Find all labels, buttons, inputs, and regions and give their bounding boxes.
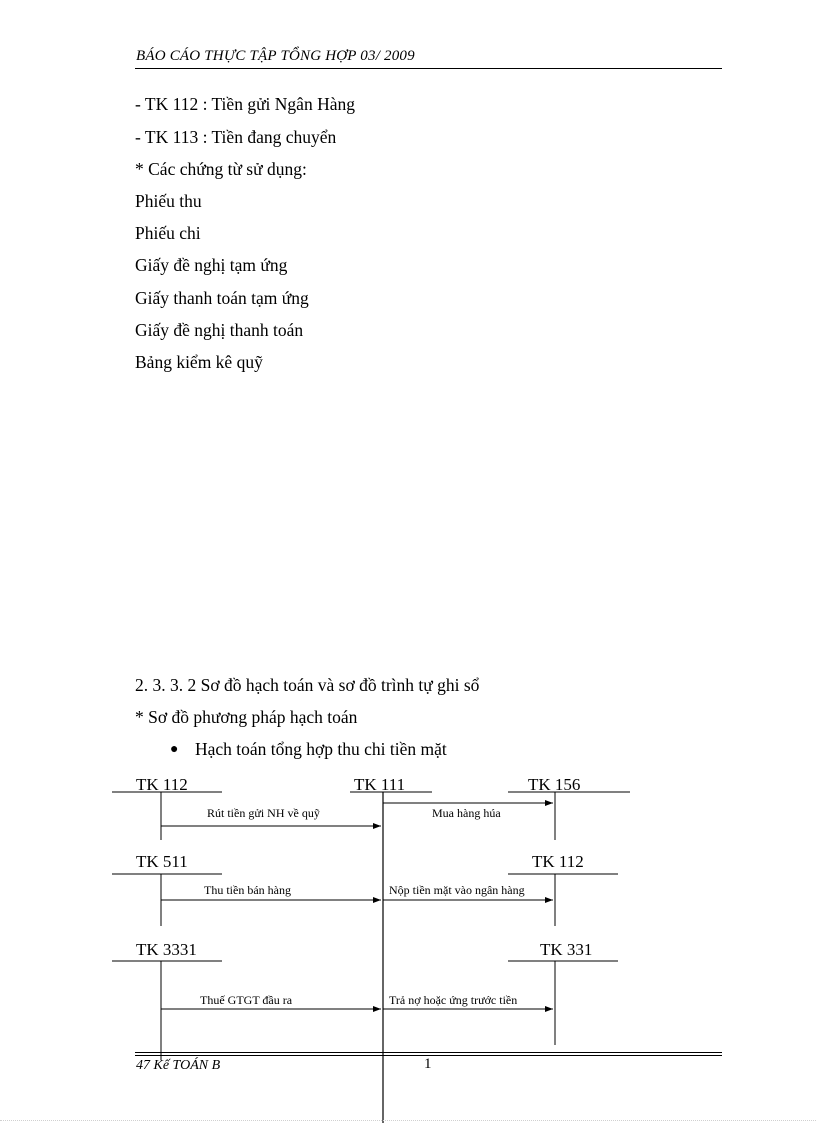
page-number: 1: [424, 1056, 432, 1072]
right-flow-label: Mua hàng húa: [432, 806, 501, 820]
center-account-label: TK 111: [354, 775, 406, 794]
right-account-label: TK 156: [528, 775, 581, 794]
body-line: Phiếu chi: [135, 223, 201, 243]
left-account-label: TK 3331: [136, 940, 197, 959]
section-heading: 2. 3. 3. 2 Sơ đồ hạch toán và sơ đồ trình tự ghi sổ: [135, 675, 480, 695]
right-account-label: TK 331: [540, 940, 593, 959]
left-flow-label: Rút tiền gửi NH về quỹ: [207, 806, 320, 820]
left-account-label: TK 112: [136, 775, 188, 794]
subheading: * Sơ đồ phương pháp hạch toán: [135, 707, 358, 727]
bullet-dot-icon: ●: [170, 742, 179, 757]
left-flow-label: Thuế GTGT đầu ra: [200, 993, 293, 1007]
body-line: - TK 113 : Tiền đang chuyển: [135, 127, 337, 147]
right-account-label: TK 112: [532, 852, 584, 871]
header-title: BÁO CÁO THỰC TẬP TỔNG HỢP 03/ 2009: [136, 48, 415, 64]
left-flow-label: Thu tiền bán hàng: [204, 883, 291, 897]
body-line: Bảng kiểm kê quỹ: [135, 352, 263, 372]
footer-rule: [135, 1052, 722, 1053]
bullet-text: Hạch toán tổng hợp thu chi tiền mặt: [195, 739, 447, 759]
body-line: * Các chứng từ sử dụng:: [135, 159, 307, 179]
page-bottom-edge: [0, 1120, 816, 1121]
body-line: - TK 112 : Tiền gửi Ngân Hàng: [135, 94, 355, 114]
right-flow-label: Trả nợ hoặc ứng trước tiền: [389, 993, 518, 1007]
left-account-label: TK 511: [136, 852, 188, 871]
body-line: Giấy thanh toán tạm ứng: [135, 288, 309, 308]
body-line: Giấy đề nghị tạm ứng: [135, 255, 288, 275]
body-line: Giấy đề nghị thanh toán: [135, 320, 304, 340]
right-flow-label: Nộp tiền mặt vào ngân hàng: [389, 883, 525, 897]
footer-left-text: 47 Kế TOÁN B: [136, 1058, 221, 1073]
body-line: Phiếu thu: [135, 191, 202, 211]
